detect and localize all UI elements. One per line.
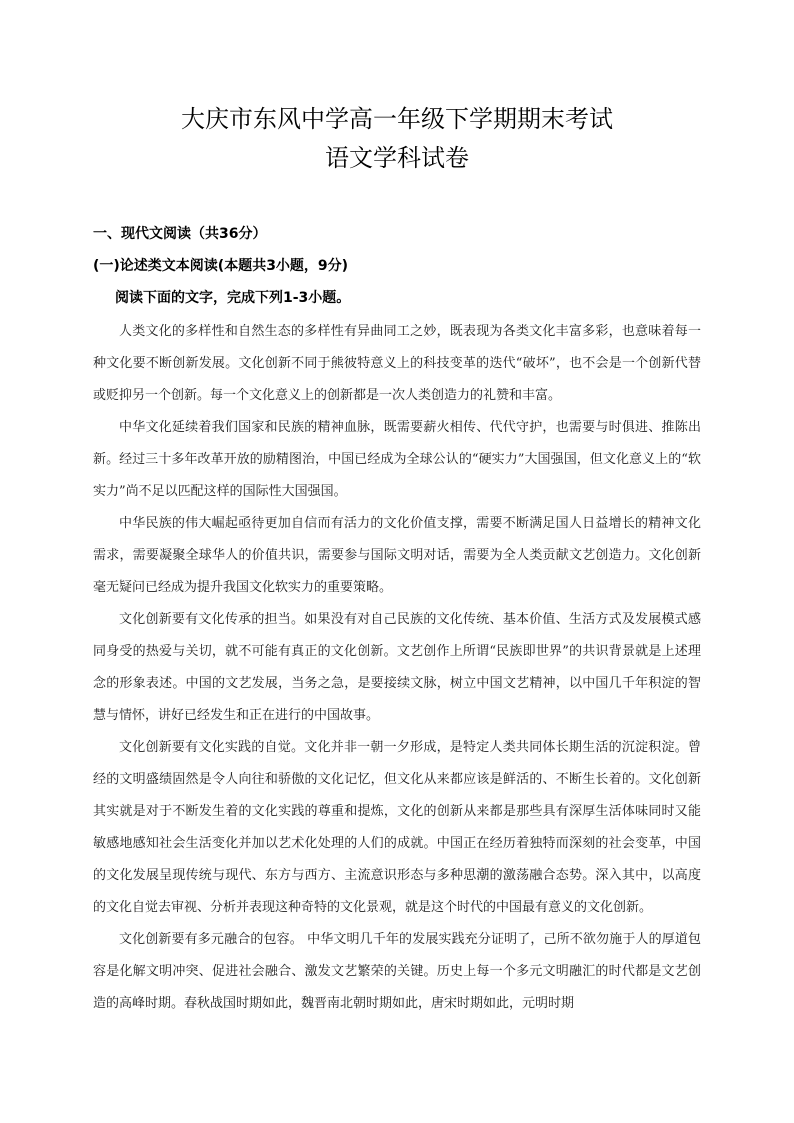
passage-paragraph: 中华民族的伟大崛起亟待更加自信而有活力的文化价值支撑，需要不断满足国人日益增长的精神文化需求，需要凝聚全球华人的价值共识，需要参与国际文明对话，需要为全人类贡献文艺创造力。文化创新毫无疑问已经成为提升我国文化软实力的重要策略。 — [93, 516, 701, 595]
passage-paragraph: 人类文化的多样性和自然生态的多样性有异曲同工之妙，既表现为各类文化丰富多彩，也意味着每一种文化要不断创新发展。文化创新不同于熊彼特意义上的科技变革的迭代“破坏”，也不会是一个创新代替或贬抑另一个创新。每一个文化意义上的创新都是一次人类创造力的礼赞和丰富。 — [93, 324, 701, 403]
passage-body — [93, 316, 701, 1020]
passage-paragraph: 文化创新要有多元融合的包容。 中华文明几千年的发展实践充分证明了，己所不欲勿施于人的厚道包容是化解文明冲突、促进社会融合、激发文艺繁荣的关键。历史上每一个多元文明融汇的时代都是文艺创造的高峰时期。春秋战国时期如此，魏晋南北朝时期如此，唐宋时期如此，元明时期 — [93, 932, 701, 1011]
reading-instruction: 阅读下面的文字，完成下列1-3小题。 — [115, 290, 351, 306]
subsection-heading: (一)论述类文本阅读(本题共3小题，9分) — [93, 258, 349, 274]
passage-paragraph: 中华文化延续着我们国家和民族的精神血脉，既需要薪火相传、代代守护，也需要与时俱进、推陈出新。经过三十多年改革开放的励精图治，中国已经成为全球公认的“硬实力”大国强国，但文化意义上的“软实力”尚不足以匹配这样的国际性大国强国。 — [93, 420, 701, 499]
passage-paragraph: 文化创新要有文化实践的自觉。文化并非一朝一夕形成，是特定人类共同体长期生活的沉淀积淀。曾经的文明盛绩固然是令人向往和骄傲的文化记忆，但文化从来都应该是鲜活的、不断生长着的。文化创新其实就是对于不断发生着的文化实践的尊重和提炼，文化的创新从来都是那些具有深厚生活体味同时又能敏感地感知社会生活变化并加以艺术化处理的人们的成就。中国正在经历着独特而深刻的社会变革，中国的文化发展呈现传统与现代、东方与西方、主流意识形态与多种思潮的激荡融合态势。深入其中，以高度的文化自觉去审视、分析并表现这种奇特的文化景观，就是这个时代的中国最有意义的文化创新。 — [93, 740, 701, 915]
passage-paragraph: 文化创新要有文化传承的担当。如果没有对自己民族的文化传统、基本价值、生活方式及发展模式感同身受的热爱与关切，就不可能有真正的文化创新。文艺创作上所谓“民族即世界”的共识背景就是上述理念的形象表述。中国的文艺发展，当务之急，是要接续文脉，树立中国文艺精神，以中国几千年积淀的智慧与情怀，讲好已经发生和正在进行的中国故事。 — [93, 612, 701, 723]
exam-subtitle: 语文学科试卷 — [325, 144, 469, 172]
exam-title: 大庆市东风中学高一年级下学期期末考试 — [181, 105, 613, 133]
section-heading: 一、现代文阅读（共36分） — [93, 226, 267, 242]
